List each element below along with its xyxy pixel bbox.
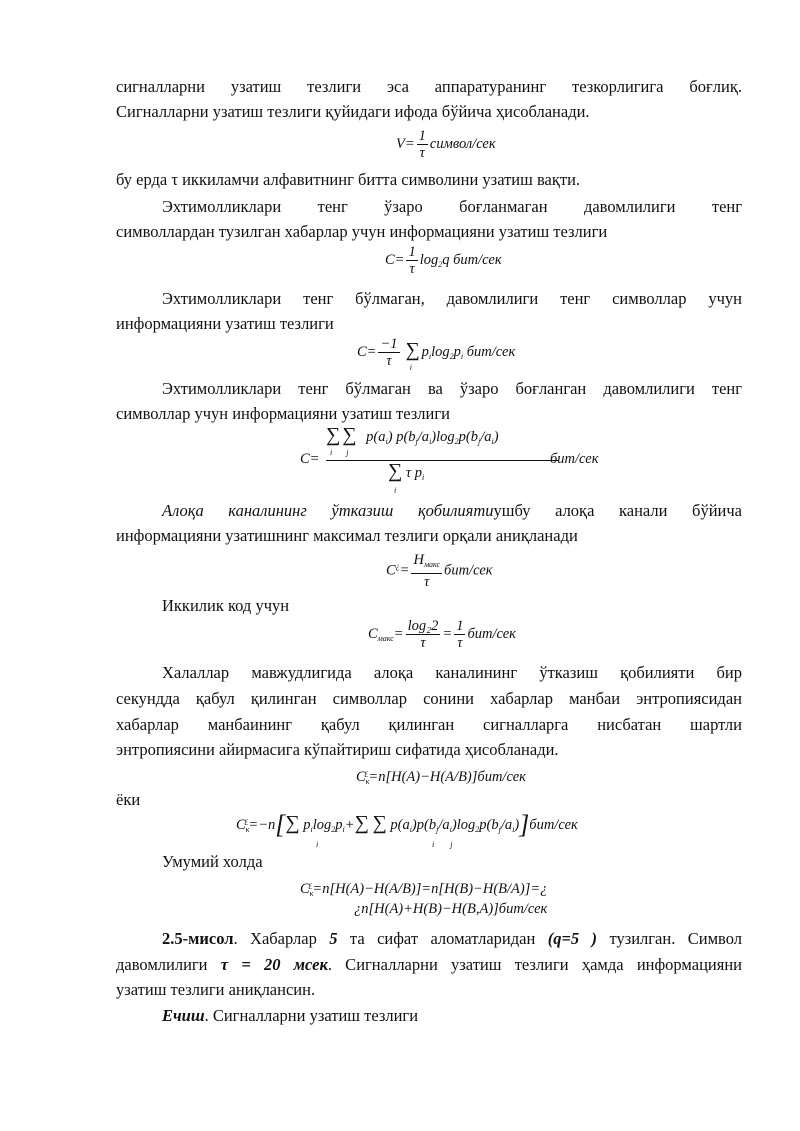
formula-info-rate-dependent: C= ∑ ∑ $p(a_i)$ $p(b_j/a_i)\log_2p(b_j/a_i)$ i j ∑ τ $p_i$ i бит/сек [300, 424, 599, 495]
paragraph-line: энтропиясини айирмасига кўпайтириш сифатида ҳисобланади. [116, 740, 559, 759]
solution-line: Ечиш. Сигналларни узатиш тезлиги [162, 1006, 419, 1025]
formula-noisy-capacity-expanded: $C_к^¿=-n[\sum$ $p_i\log_2p_i+\sum$ ∑ $p(a_i)p(b_j/a_i)\log_2p(b_j/a_i)]бит$/сек i i j [236, 810, 578, 849]
formula-speed: V= $\frac{1}{\tau}$ символ/сек [396, 128, 496, 161]
paragraph-line: Сигналларни узатиш тезлиги қуйидаги ифода бўйича ҳисобланади. [116, 102, 590, 121]
paragraph-line: символлардан тузилган хабарлар учун информацияни узатиш тезлиги [116, 222, 608, 241]
formula-info-rate-unequal: C= $\frac{-1}{\tau}$ $\sum_i$ $p_i\log_2p_i$ бит/сек [357, 336, 516, 372]
paragraph-line: секундда қабул қилинган символлар сонини хабарлар манбаи энтропиясидан [116, 689, 742, 708]
paragraph-line: сигналларни узатиш тезлиги эса аппаратуранинг тезкорлигига боғлиқ. [116, 77, 742, 96]
formula-info-rate-equal: C= $\frac{1}{\tau}$ $\log_2q$ бит/сек [385, 244, 502, 277]
paragraph-line: Эхтимолликлари тенг бўлмаган ва ўзаро боғланган давомлилиги тенг [162, 379, 742, 398]
example-line: 2.5-мисол. Хабарлар 5 та сифат аломатларидан (q=5 ) тузилган. Символ [162, 929, 742, 948]
formula-channel-capacity: C¿= $\frac{H_{макс}}{\tau}$ бит/сек [386, 552, 493, 590]
term-channel-capacity: Алоқа каналининг ўтказиш қобилияти [162, 501, 494, 520]
paragraph-line: Эхтимолликлари тенг бўлмаган, давомлилиги тенг символлар учун [162, 289, 742, 308]
formula-binary-capacity: $C_{макс}=$ $\frac{\text{log₂2}}{\tau}$ = $\frac{1}{\tau}$ бит/сек [368, 618, 516, 651]
formula-general-capacity-line1: $C_к^¿=n[H(A)-H(A/B)]=n[H(B)-H(B/A)]=¿$ [300, 880, 548, 898]
solution-label: Ечиш [162, 1006, 205, 1025]
paragraph-line: Алоқа каналининг ўтказиш қобилиятиушбу алоқа канали бўйича [162, 501, 742, 520]
paragraph-line: Халаллар мавжудлигида алоқа каналининг ўтказиш қобилияти бир [162, 663, 742, 682]
example-line: узатиш тезлиги аниқлансин. [116, 980, 316, 999]
paragraph-line: ёки [116, 790, 141, 809]
paragraph-line: Умумий холда [162, 852, 263, 871]
formula-noisy-capacity: $C_к^¿=n[H(A)-H(A/B)]бит$/сек [356, 768, 526, 786]
example-label: 2.5-мисол [162, 929, 234, 948]
paragraph-line: информацияни узатиш тезлиги [116, 314, 334, 333]
example-line: давомлилиги τ = 20 мсек. Сигналларни узатиш тезлиги ҳамда информацияни [116, 955, 742, 974]
paragraph-line: информацияни узатишнинг максимал тезлиги орқали аниқланади [116, 526, 578, 545]
formula-general-capacity-line2: ¿n[H(A)+H(B)−H(B,A)]бит/сек [354, 901, 548, 917]
paragraph-line: Эхтимолликлари тенг ўзаро боғланмаган давомлилиги тенг [162, 197, 742, 216]
paragraph-line: хабарлар манбаининг қабул қилинган сигналларга нисбатан шартли [116, 715, 742, 734]
paragraph-line: Иккилик код учун [162, 596, 290, 615]
paragraph-line: символлар учун информацияни узатиш тезлиги [116, 404, 450, 423]
paragraph-line: бу ерда τ иккиламчи алфавитнинг битта символини узатиш вақти. [116, 170, 581, 189]
